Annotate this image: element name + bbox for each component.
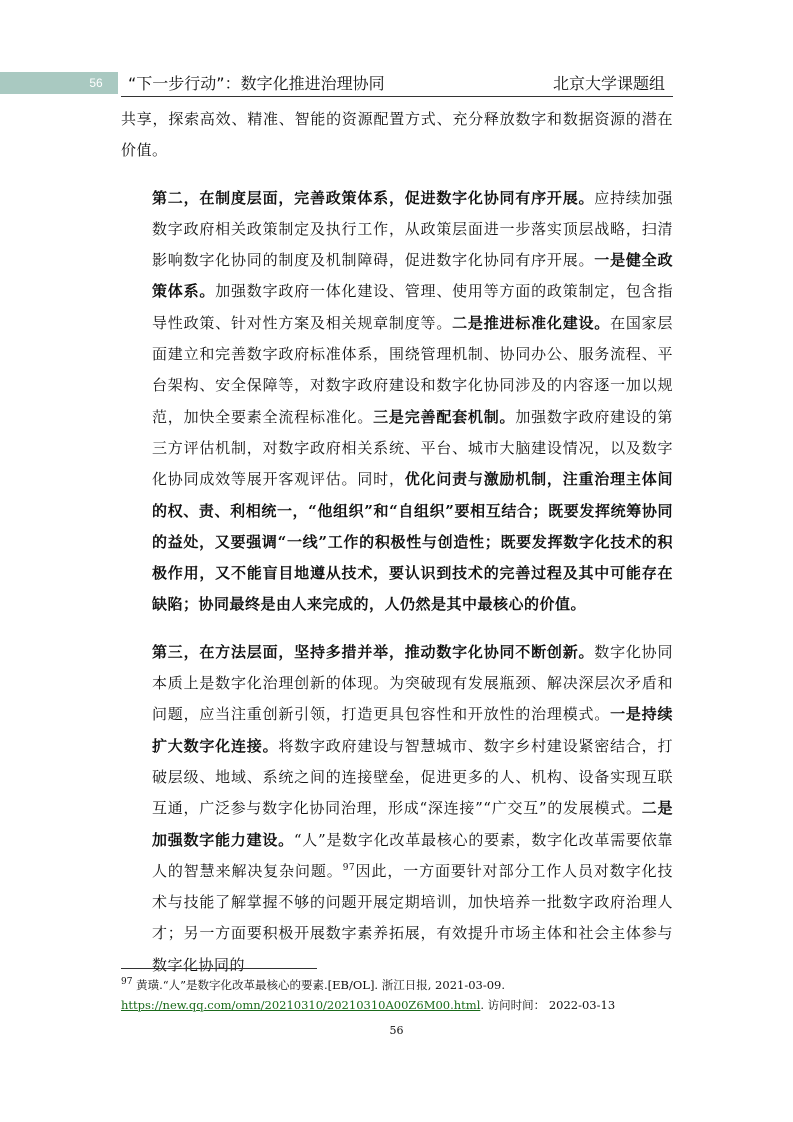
text-run: 加强数字政府一体化建设、管理、使用等方面的政策制定，包含指导性政策、针对性方案及相关规章制度等。 bbox=[152, 282, 673, 332]
bold-emphasis: 优化问责与激励机制，注重治理主体间的权、责、利相统一，“他组织”和“自组织”要相互结合；既要发挥统筹协同的益处，又要强调“一线”工作的积极性与创造性；既要发挥数字化技术的积极作用，又不能盲目地遵从技术，要认识到技术的完善过程及其中可能存在缺陷；协同最终是由人来完成的，人仍然是其中最核心的价值。 bbox=[152, 470, 673, 614]
footnote-access-date: . 访问时间： 2022-03-13 bbox=[480, 998, 616, 1012]
text-run: 将数字政府建设与智慧城市、数字乡村建设紧密结合，打破层级、地域、系统之间的连接壁垒，促进更多的人、机构、设备实现互联互通，广泛参与数字化协同治理，形成“深连接”“广交互”的发展模式。 bbox=[152, 736, 673, 818]
bold-point-3: 三是完善配套机制。 bbox=[373, 407, 516, 426]
footnote-divider bbox=[121, 968, 317, 969]
bold-lead: 第三，在方法层面，坚持多措并举，推动数字化协同不断创新。 bbox=[152, 642, 595, 661]
text-run: 加强数字政府建设的第三方评估机制，对数字政府相关系统、平台、城市大脑建设情况，以及数字化协同成效等展开客观评估。同时， bbox=[152, 407, 673, 489]
text-run: 在国家层面建立和完善数字政府标准体系，围绕管理机制、协同办公、服务流程、平台架构、安全保障等，对数字政府建设和数字化协同涉及的内容逐一加以规范，加快全要素全流程标准化。 bbox=[152, 313, 673, 426]
running-header-organization: 北京大学课题组 bbox=[552, 74, 665, 93]
bold-point-1: 一是健全政策体系。 bbox=[152, 251, 673, 301]
text-run: “人”是数字化改革最核心的要素，数字化改革需要依靠人的智慧来解决复杂问题。 bbox=[152, 830, 673, 880]
paragraph-method-level bbox=[121, 637, 673, 981]
footnote-text: 黄璜.“人”是数字化改革最核心的要素.[EB/OL]. 浙江日报, 2021-03-09. bbox=[132, 978, 506, 992]
header-divider bbox=[121, 96, 673, 97]
running-header-title: “下一步行动”：数字化推进治理协同 bbox=[128, 74, 385, 93]
body-text bbox=[121, 104, 673, 981]
bold-point-2: 二是推进标准化建设。 bbox=[452, 313, 611, 332]
paragraph-institutional-level bbox=[121, 183, 673, 621]
text-run: 应持续加强数字政府相关政策制定及执行工作，从政策层面进一步落实顶层战略，扫清影响数字化协同的制度及机制障碍，促进数字化协同有序开展。 bbox=[152, 188, 673, 270]
text-run: 数字化协同本质上是数字化治理创新的体现。为突破现有发展瓶颈、解决深层次矛盾和问题，应当注重创新引领，打造更具包容性和开放性的治理模式。 bbox=[152, 642, 673, 724]
bold-point-1: 一是持续扩大数字化连接。 bbox=[152, 705, 673, 755]
text-run: 共享，探索高效、精准、智能的资源配置方式、充分释放数字和数据资源的潜在价值。 bbox=[121, 110, 673, 160]
footnote-ref[interactable]: 97 bbox=[342, 862, 356, 873]
page-number: 56 bbox=[389, 1024, 404, 1037]
text-run: 因此，一方面要针对部分工作人员对数字化技术与技能了解掌握不够的问题开展定期培训，加快培养一批数字政府治理人才；另一方面要积极开展数字素养拓展，有效提升市场主体和社会主体参与数字化协同的 bbox=[152, 861, 673, 974]
paragraph-continued bbox=[121, 104, 673, 167]
footnote-number: 97 bbox=[121, 977, 133, 988]
footnote bbox=[121, 975, 681, 1015]
footnote-link[interactable]: https://new.qq.com/omn/20210310/20210310A00Z6M00.html bbox=[121, 998, 481, 1012]
bold-lead: 第二，在制度层面，完善政策体系，促进数字化协同有序开展。 bbox=[152, 188, 595, 207]
bold-point-2: 二是加强数字能力建设。 bbox=[152, 799, 673, 849]
header-page-number: 56 bbox=[89, 76, 103, 90]
